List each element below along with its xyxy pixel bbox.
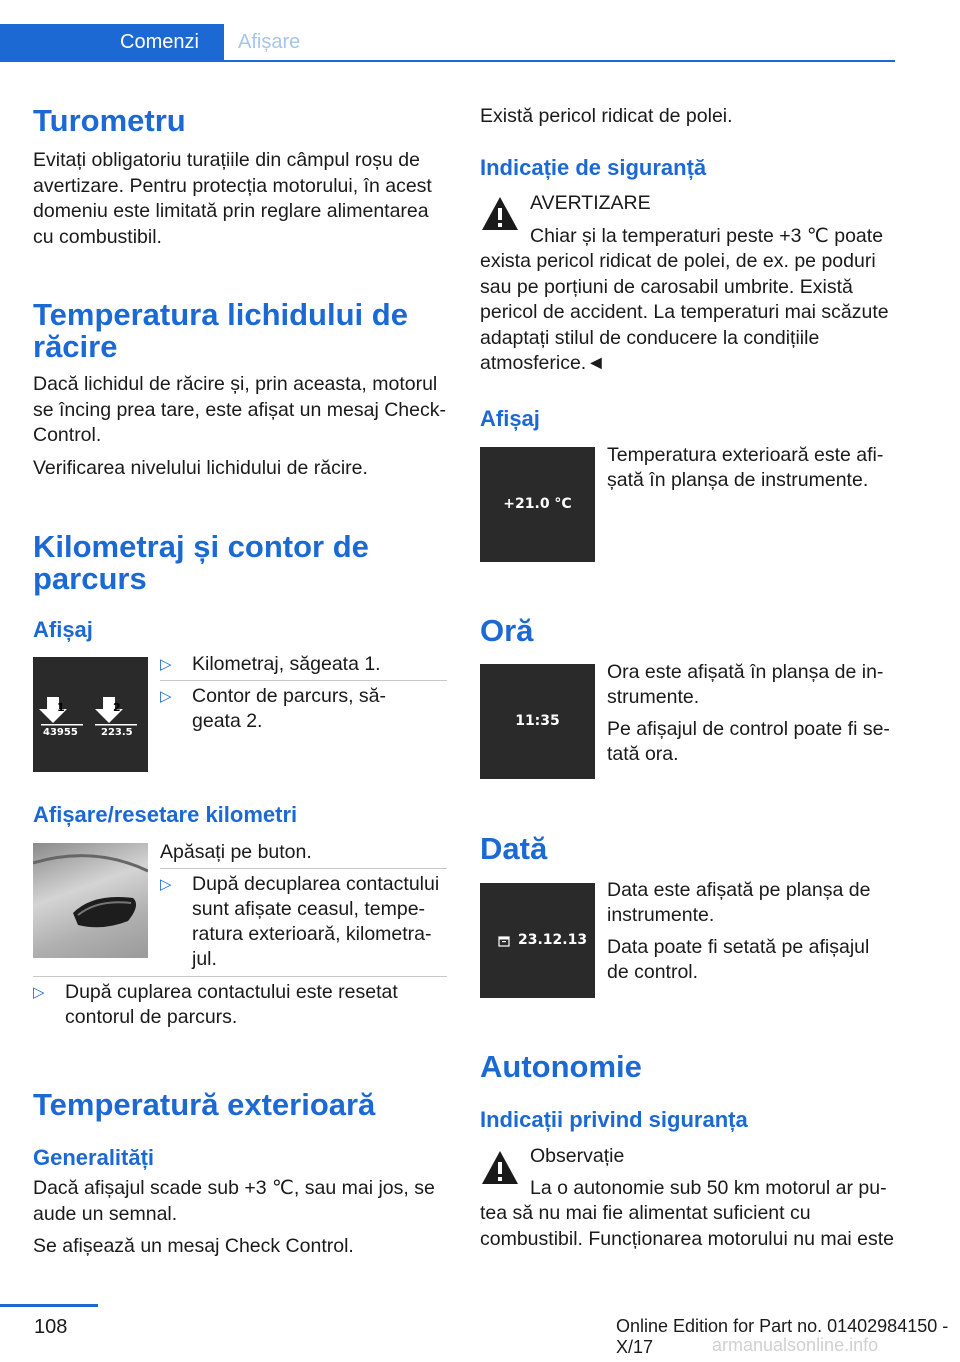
date-display-image [480,883,595,998]
reset-button-image [33,843,148,958]
warning-triangle-icon [480,1148,520,1188]
temp-text-line1: Temperatura exterioară este afi- [607,444,884,466]
date-text-line2: instrumente. [607,904,715,926]
date-title: Dată [480,831,548,866]
time-text-line2: strumente. [607,686,700,708]
odometer-arrows-icon [33,657,148,772]
coolant-title-line1: Temperatura lichidului de [33,297,408,332]
coolant-text: Dacă lichidul de răcire și, prin aceasta, motorul se încing prea tare, este afișat un mesaj Check-Control. [33,373,446,446]
divider [160,868,447,869]
note-text: tea să nu mai fie alimentat suficient cu combustibil. Funcționarea motorului nu mai este [480,1202,895,1250]
temperature-readout: +21.0 °C [503,496,572,512]
odometer-title-line1: Kilometraj și contor de [33,529,369,564]
date-readout: 23.12.13 [518,932,588,948]
temp-text-line2: șată în planșa de instrumente. [607,469,869,491]
safety-heading: Indicație de siguranță [480,155,707,180]
divider [160,680,447,681]
triangle-bullet-icon: ▷ [160,688,172,705]
general-text: Dacă afișajul scade sub +3 ℃, sau mai jos, se aude un semnal. [33,1177,435,1225]
reset-bullet-2: ▷ După cuplarea contactului este resetat contorul de parcurs. [33,981,398,1028]
date-text-line1: Data este afișată pe planșa de [607,879,871,901]
watermark: armanualsonline.info [712,1335,879,1355]
footer-accent-line [0,1304,98,1307]
temp-display-heading: Afișaj [480,406,540,431]
page-number: 108 [34,1316,68,1338]
coolant-text-2: Verificarea nivelului lichidului de răcire. [33,457,368,479]
time-text-line1: Ora este afișată în planșa de in- [607,661,884,683]
warning-text-line1: Chiar și la temperaturi peste +3 ℃ poate [530,225,884,247]
range-safety-heading: Indicații privind siguranța [480,1107,748,1132]
divider [33,976,447,977]
reset-heading: Afișare/resetare kilometri [33,802,298,827]
warning-triangle-icon [480,194,520,234]
time-title: Oră [480,613,534,648]
ice-text: Există pericol ridicat de polei. [480,105,733,127]
range-title: Autonomie [480,1049,642,1084]
turometru-text: Evitați obligatoriu turațiile din câmpul roșu de avertizare. Pentru protecția motorului, în acest domeniu este limitată prin reglare alimentarea cu combustibil. [33,149,432,248]
time-display-image [480,664,595,779]
odometer-value: 43955 [43,727,78,738]
coolant-title-line2: răcire [33,329,118,364]
reset-text: Apăsați pe buton. [160,841,312,863]
odometer-bullet-2: ▷ Contor de parcurs, să- geata 2. [160,685,387,732]
date-text-line3: Data poate fi setată pe afișajul [607,936,870,958]
note-label: Observație [530,1145,625,1167]
trip-value: 223.5 [101,727,133,738]
date-text-line4: de control. [607,961,699,983]
triangle-bullet-icon: ▷ [160,876,172,893]
odometer-bullet-1: ▷ Kilometraj, săgeata 1. [160,652,450,678]
calendar-icon [498,935,510,947]
triangle-bullet-icon: ▷ [160,656,172,673]
reset-bullet-1: ▷ După decuplarea contactului sunt afișate ceasul, tempe- ratura exterioară, kilometra- jul. [160,873,440,970]
odometer-title-line2: parcurs [33,561,147,596]
chapter-tab-bar [0,24,895,62]
odometer-arrow-2-label: 2 [113,701,121,714]
odometer-display-heading: Afișaj [33,617,93,642]
tab-comenzi[interactable]: Comenzi [0,24,224,60]
time-readout: 11:35 [515,713,560,729]
general-text-2: Se afișează un mesaj Check Control. [33,1235,354,1257]
tab-afisare[interactable]: Afișare [238,31,301,53]
edition-note: Online Edition for Part no. 01402984150 - X/17 [616,1316,949,1357]
general-heading: Generalități [33,1145,155,1170]
warning-label: AVERTIZARE [530,192,651,214]
note-text-line1: La o autonomie sub 50 km motorul ar pu- [530,1177,887,1199]
odometer-arrow-1-label: 1 [57,701,65,714]
time-text-line3: Pe afișajul de control poate fi se- [607,718,890,740]
reset-button-icon [33,843,148,958]
ext-temperature-title: Temperatură exterioară [33,1087,376,1122]
turometru-title: Turometru [33,103,186,138]
warning-text: exista pericol ridicat de polei, de ex. pe poduri sau pe porțiuni de carosabil umbrite. Există pericol de accident. La temperaturi mai scăzute adaptați stilul de conducere la condițiile atmosferice.◄ [480,250,889,374]
time-text-line4: tată ora. [607,743,679,765]
odometer-display-image [33,657,148,772]
temperature-display-image [480,447,595,562]
triangle-bullet-icon: ▷ [33,984,45,1001]
